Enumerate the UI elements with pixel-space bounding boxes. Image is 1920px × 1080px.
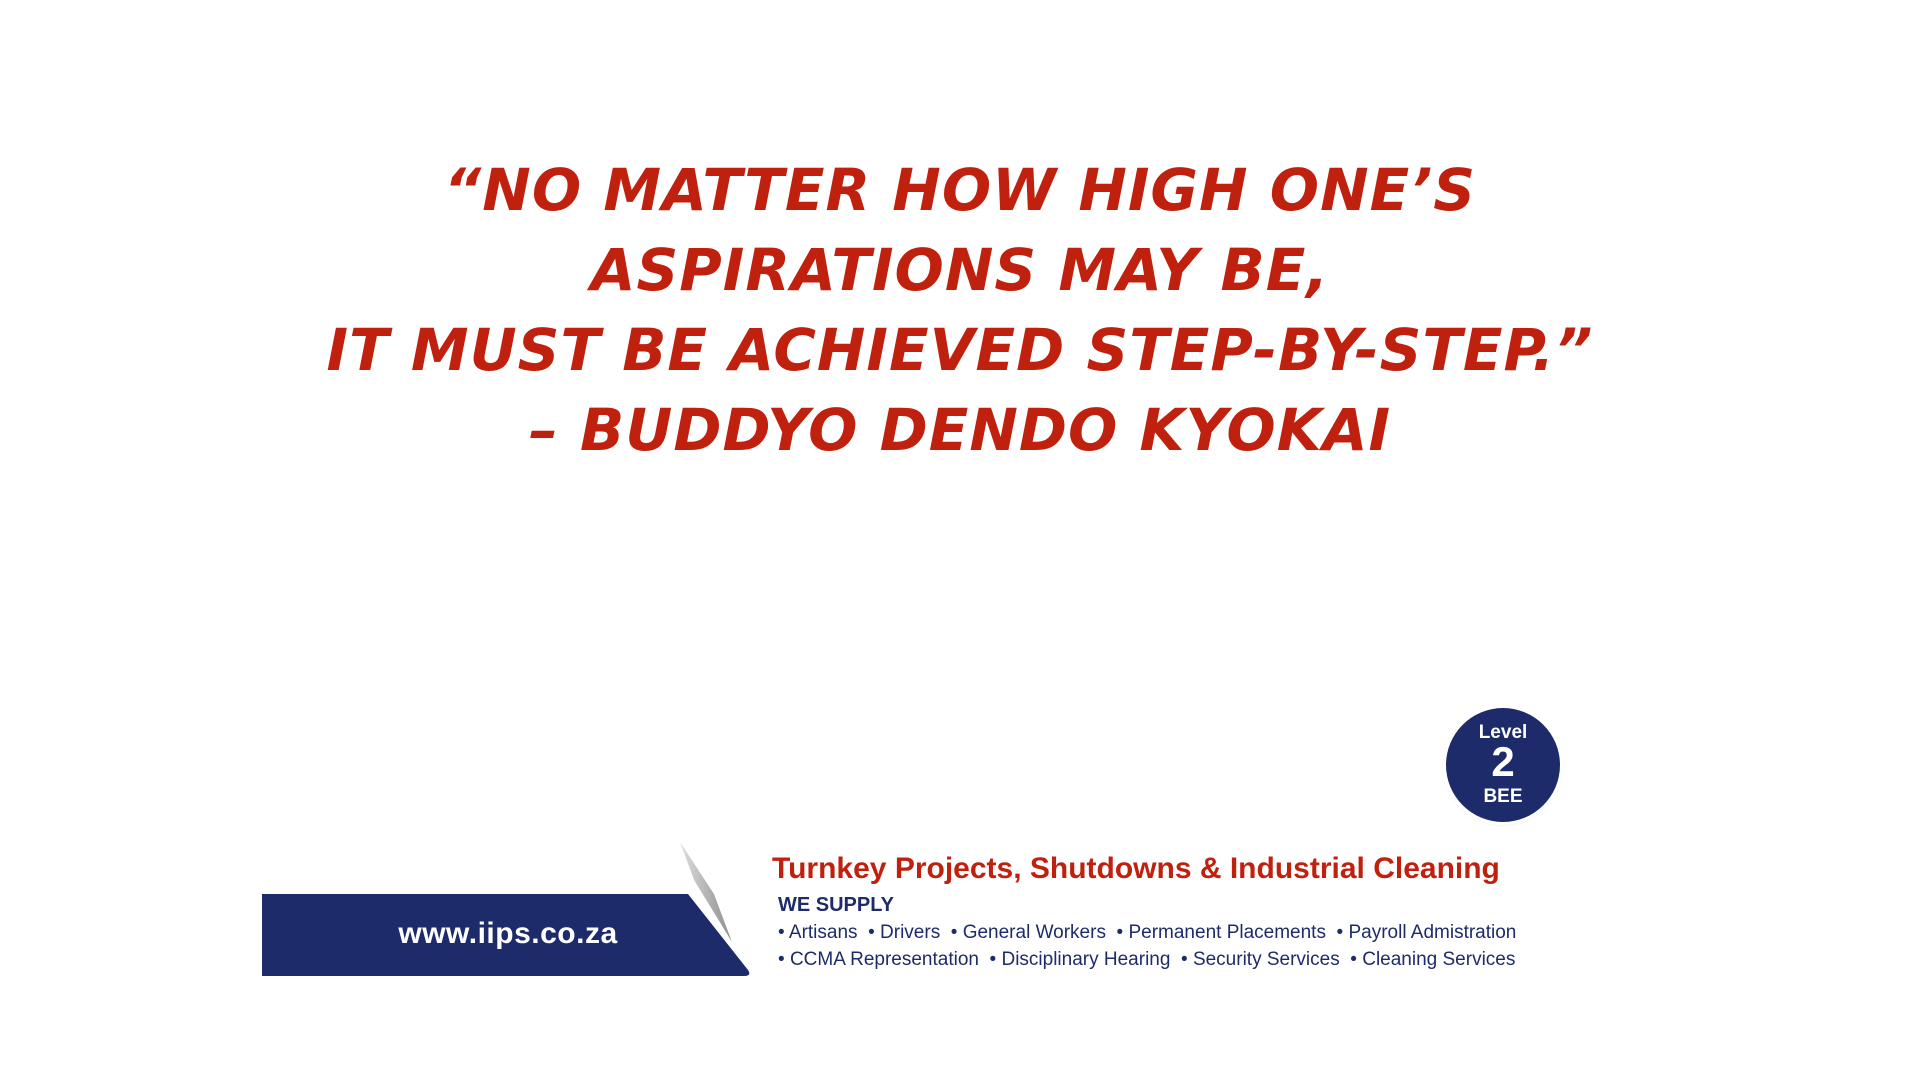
service-item: • Payroll Admistration [1331,922,1516,943]
banner-shape [262,842,762,982]
service-item: • Disciplinary Hearing [984,949,1170,970]
service-item: • CCMA Representation [778,949,979,970]
bee-level-badge [1446,708,1560,822]
service-item: • Cleaning Services [1345,949,1515,970]
quote-line-3: IT MUST BE ACHIEVED STEP-BY-STEP.” [326,316,1594,384]
service-item: • Permanent Placements [1111,922,1326,943]
service-item: • General Workers [945,922,1105,943]
we-supply-label: WE SUPPLY [778,894,894,916]
badge-level-label: Level [1478,722,1528,743]
quote-text [0,150,1920,470]
quote-line-1: “NO MATTER HOW HIGH ONE’S [443,156,1477,224]
services-row-1 [778,922,1562,944]
service-item: • Artisans [778,922,858,943]
website-url-link[interactable]: www.iips.co.za [398,917,618,950]
badge-level-number: 2 [1491,738,1515,785]
service-item: • Drivers [863,922,940,943]
badge-bee-label: BEE [1483,786,1523,807]
quote-line-2: ASPIRATIONS MAY BE, [590,236,1330,304]
services-row-2 [778,949,1562,971]
services-headline: Turnkey Projects, Shutdowns & Industrial Cleaning [772,852,1500,885]
website-banner[interactable] [262,842,762,982]
service-item: • Security Services [1176,949,1340,970]
services-block [772,852,1562,971]
quote-attribution: – BUDDYO DENDO KYOKAI [528,396,1392,464]
